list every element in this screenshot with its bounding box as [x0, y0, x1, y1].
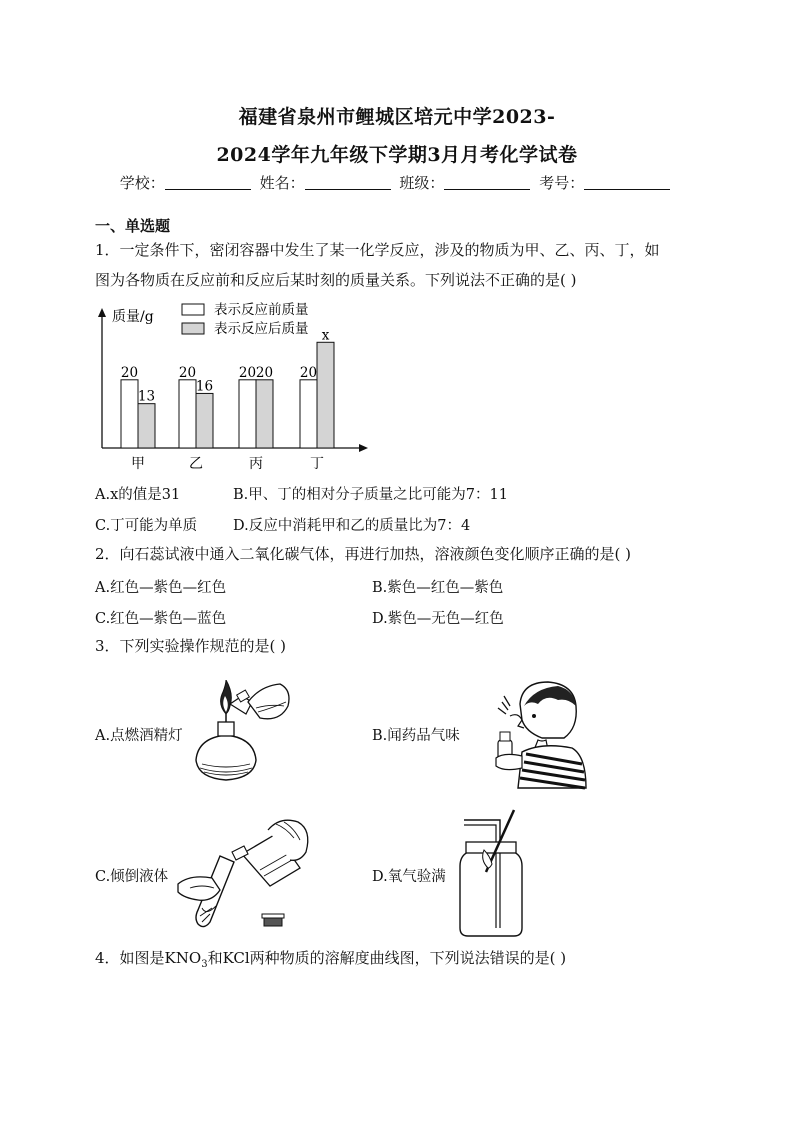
- legend-after-label: 表示反应后质量: [214, 321, 309, 337]
- y-axis-label: 质量/g: [112, 309, 154, 325]
- school-label: 学校：: [119, 174, 165, 192]
- q3-option-d[interactable]: D.氧气验满: [372, 869, 446, 885]
- name-label: 姓名：: [259, 174, 305, 192]
- q1-line1: 1．一定条件下，密闭容器中发生了某一化学反应，涉及的物质为甲、乙、丙、丁，如: [95, 241, 660, 259]
- name-blank[interactable]: [305, 175, 391, 190]
- q4-mid: 和: [207, 949, 223, 967]
- jar-lid: [466, 842, 516, 853]
- x-axis-arrow: [359, 444, 368, 452]
- q4-stem: [95, 943, 566, 980]
- class-label: 班级：: [399, 174, 445, 192]
- left-hand: [178, 877, 220, 900]
- category-label-丙: 丙: [249, 456, 263, 472]
- tilted-lamp: [248, 684, 289, 719]
- delivery-tube: [464, 820, 500, 842]
- category-label-丁: 丁: [310, 456, 324, 472]
- bar-乙-after: [196, 393, 213, 448]
- q3-option-b[interactable]: B.闻药品气味: [372, 728, 460, 744]
- bar-label-丁-after: x: [321, 327, 330, 344]
- bar-甲-after: [138, 404, 155, 448]
- bar-甲-before: [121, 380, 138, 448]
- exam-number-blank[interactable]: [584, 175, 670, 190]
- bar-label-甲-before: 20: [120, 364, 139, 381]
- q1-option-d[interactable]: D.反应中消耗甲和乙的质量比为7：4: [233, 518, 471, 534]
- q2-stem: 2．向石蕊试液中通入二氧化碳气体，再进行加热，溶液颜色变化顺序正确的是( ): [95, 545, 632, 563]
- legend-swatch-after: [182, 323, 204, 334]
- bar-group: [121, 327, 334, 472]
- school-blank[interactable]: [165, 175, 251, 190]
- q3-stem: 3．下列实验操作规范的是( ): [95, 637, 287, 655]
- student-info-row: [0, 172, 794, 193]
- q3-option-a[interactable]: A.点燃酒精灯: [95, 728, 183, 744]
- lamp-body: [196, 735, 256, 780]
- q3-option-c[interactable]: C.倾倒液体: [95, 869, 169, 885]
- exam-number-label: 考号：: [539, 174, 585, 192]
- category-label-乙: 乙: [189, 456, 203, 472]
- bar-丙-before: [239, 380, 256, 448]
- bar-label-甲-after: 13: [137, 388, 156, 405]
- kcl-formula: KCl: [222, 949, 250, 967]
- q1-line2: 图为各物质在反应前和反应后某时刻的质量关系。下列说法不正确的是( ): [95, 271, 577, 289]
- q1-option-b[interactable]: B.甲、丁的相对分子质量之比可能为7：11: [233, 487, 508, 503]
- q4-post: 两种物质的溶解度曲线图，下列说法错误的是( ): [249, 949, 567, 967]
- y-axis-arrow: [98, 308, 106, 317]
- q2-option-c[interactable]: C.红色—紫色—蓝色: [95, 611, 227, 627]
- kno3-formula: $KNO_3$: [164, 949, 208, 970]
- category-label-甲: 甲: [131, 456, 145, 472]
- q2-option-b[interactable]: B.紫色—红色—紫色: [372, 580, 504, 596]
- oxygen-test-illustration: [454, 806, 528, 938]
- q1-option-c[interactable]: C.丁可能为单质: [95, 518, 198, 534]
- q2-option-d[interactable]: D.紫色—无色—红色: [372, 611, 504, 627]
- bar-丁-after: [317, 342, 334, 448]
- bar-乙-before: [179, 380, 196, 448]
- pouring-liquid-illustration: [176, 812, 316, 930]
- legend-swatch-before: [182, 304, 204, 315]
- bar-label-丁-before: 20: [299, 364, 318, 381]
- bar-label-乙-before: 20: [178, 364, 197, 381]
- alcohol-lamp-illustration: [188, 680, 298, 784]
- exam-title-line2: 2024学年九年级下学期3月月考化学试卷: [216, 144, 578, 166]
- mass-bar-chart: [90, 300, 390, 480]
- q4-pre: 4．如图是: [95, 949, 165, 967]
- bar-label-丙-before: 20: [238, 364, 257, 381]
- q1-stem: [95, 235, 715, 295]
- class-blank[interactable]: [444, 175, 530, 190]
- bar-label-乙-after: 16: [195, 378, 214, 395]
- q2-option-a[interactable]: A.红色—紫色—红色: [95, 580, 227, 596]
- q1-option-a[interactable]: A.x的值是31: [95, 487, 181, 503]
- legend-before-label: 表示反应前质量: [214, 302, 309, 318]
- exam-title-line1: 福建省泉州市鲤城区培元中学2023-: [238, 106, 556, 128]
- smelling-illustration: [482, 676, 592, 792]
- bar-label-丙-after: 20: [255, 364, 274, 381]
- section-heading: 一、单选题: [95, 217, 171, 235]
- lamp-neck: [218, 722, 234, 736]
- bar-丙-after: [256, 380, 273, 448]
- bar-丁-before: [300, 380, 317, 448]
